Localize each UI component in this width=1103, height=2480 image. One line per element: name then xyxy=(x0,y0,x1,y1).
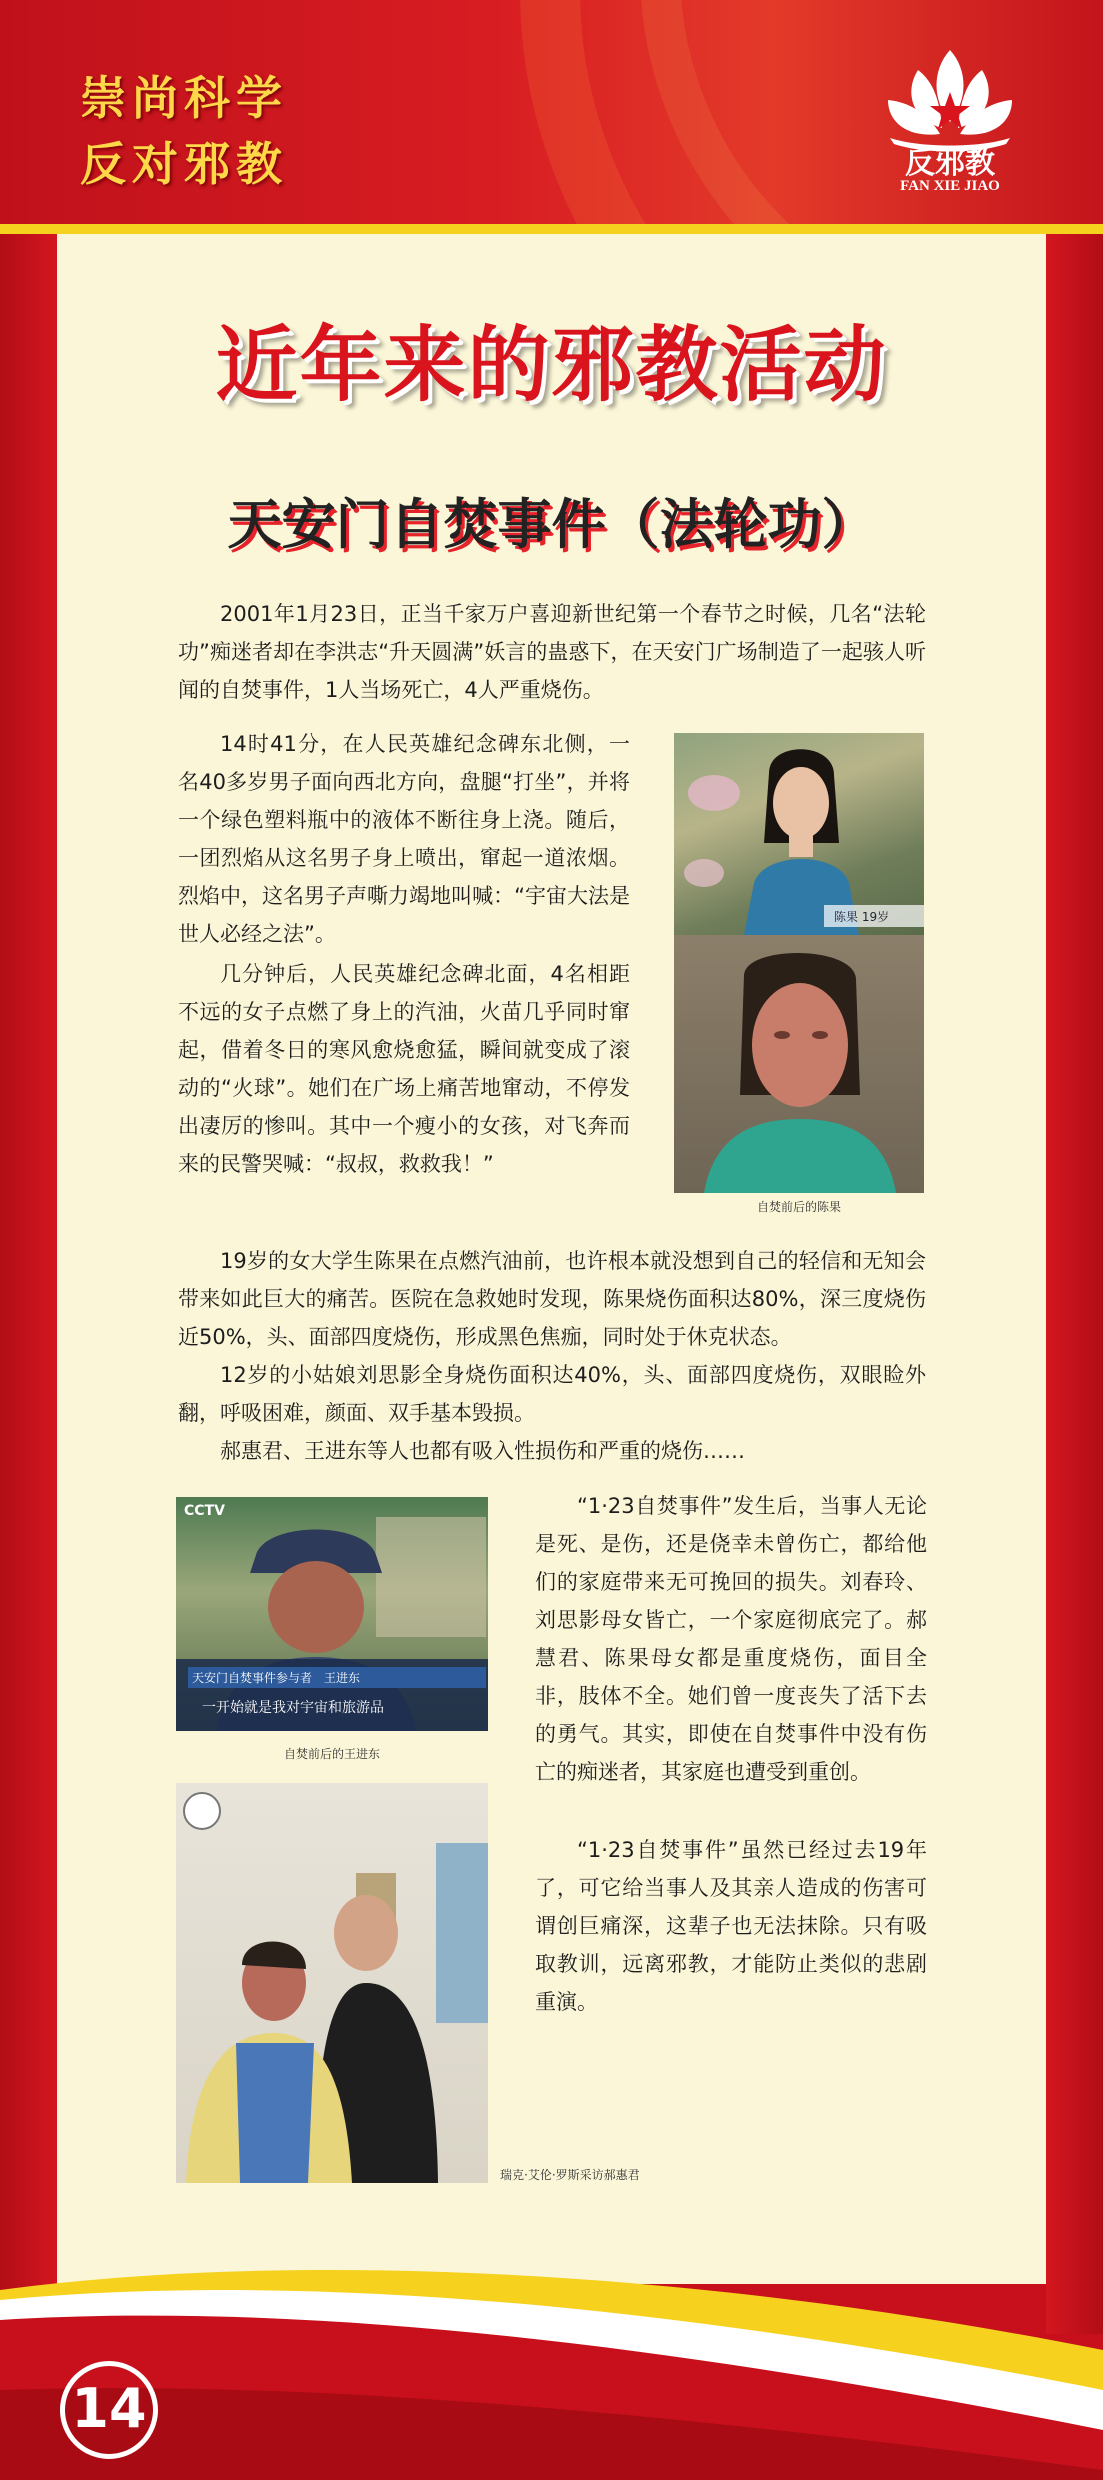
caption-chenguo: 自焚前后的陈果 xyxy=(756,1200,841,1214)
photo-chenguo-after xyxy=(674,935,924,1193)
portrait-burned-girl-icon xyxy=(674,935,924,1193)
photo-wangjindong xyxy=(176,1497,488,1731)
logo-subtext: FAN XIE JIAO xyxy=(900,178,1000,194)
page-title: 近年来的邪教活动 xyxy=(215,318,888,413)
paragraph-conclusion: “1·23自焚事件”虽然已经过去19年了，可它给当事人及其亲人造成的伤害可谓创巨痛深，这辈子也无法抹除。只有吸取教训，远离邪教，才能防止类似的悲剧重演。 xyxy=(535,1838,927,2014)
paragraph-women: 几分钟后，人民英雄纪念碑北面，4名相距不远的女子点燃了身上的汽油，火苗几乎同时窜起，借着冬日的寒风愈烧愈猛，瞬间就变成了滚动的“火球”。她们在广场上痛苦地窜动，不停发出凄厉的惨叫。其中一个瘦小的女孩，对飞奔而来的民警哭喊：“叔叔，救救我！” xyxy=(178,962,630,1176)
page-number-badge: 14 xyxy=(60,2361,158,2459)
photo-haohuijun xyxy=(176,1783,488,2183)
photo-overlay-text: 陈果 19岁 xyxy=(834,910,890,924)
portrait-girl-icon xyxy=(674,733,924,935)
photo-two-people-icon xyxy=(176,1783,488,2183)
paragraph-chenguo: 19岁的女大学生陈果在点燃汽油前，也许根本就没想到自己的轻信和无知会带来如此巨大的痛苦。医院在急救她时发现，陈果烧伤面积达80%，深三度烧伤近50%，头、面部四度烧伤，形成黑色焦痂，同时处于休克状态。 xyxy=(178,1249,926,1349)
gold-divider xyxy=(0,224,1103,234)
portrait-man-cap-icon xyxy=(176,1497,488,1731)
caption-wangjindong: 自焚前后的王进东 xyxy=(283,1747,380,1761)
tv-name-strap: 天安门自焚事件参与者 王进东 xyxy=(188,1667,486,1688)
photo-chenguo-before xyxy=(674,733,924,935)
paragraph-intro: 2001年1月23日，正当千家万户喜迎新世纪第一个春节之时候，几名“法轮功”痴迷者却在李洪志“升天圆满”妖言的蛊惑下，在天安门广场制造了一起骇人听闻的自焚事件，1人当场死亡，4人严重烧伤。 xyxy=(178,602,926,702)
footer-waves xyxy=(0,2240,1103,2480)
tv-logo: CCTV xyxy=(184,1503,225,1519)
slogan-line1: 崇尚科学 xyxy=(80,71,288,125)
section-title: 天安门自焚事件（法轮功） xyxy=(227,493,876,556)
paragraph-others: 郝惠君、王进东等人也都有吸入性损伤和严重的烧伤…… xyxy=(220,1439,745,1463)
slogan-line2: 反对邪教 xyxy=(80,137,288,191)
paragraph-aftermath: “1·23自焚事件”发生后，当事人无论是死、是伤，还是侥幸未曾伤亡，都给他们的家庭带来无可挽回的损失。刘春玲、刘思影母女皆亡，一个家庭彻底完了。郝慧君、陈果母女都是重度烧伤，面目全非，肢体不全。她们曾一度丧失了活下去的勇气。其实，即使在自焚事件中没有伤亡的痴迷者，其家庭也遭受到重创。 xyxy=(535,1494,927,1784)
logo-text: 反邪教 xyxy=(905,146,995,181)
tv-subtitle: 一开始就是我对宇宙和旅游品 xyxy=(202,1700,384,1716)
paragraph-liusiying: 12岁的小姑娘刘思影全身烧伤面积达40%，头、面部四度烧伤，双眼睑外翻，呼吸困难，颜面、双手基本毁损。 xyxy=(178,1363,926,1425)
paragraph-male: 14时41分，在人民英雄纪念碑东北侧，一名40多岁男子面向西北方向，盘腿“打坐”，并将一个绿色塑料瓶中的液体不断往身上浇。随后，一团烈焰从这名男子身上喷出，窜起一道浓烟。烈焰中，这名男子声嘶力竭地叫喊：“宇宙大法是世人必经之法”。 xyxy=(178,732,630,946)
caption-haohuijun: 瑞克·艾伦·罗斯采访郝惠君 xyxy=(500,2168,640,2182)
